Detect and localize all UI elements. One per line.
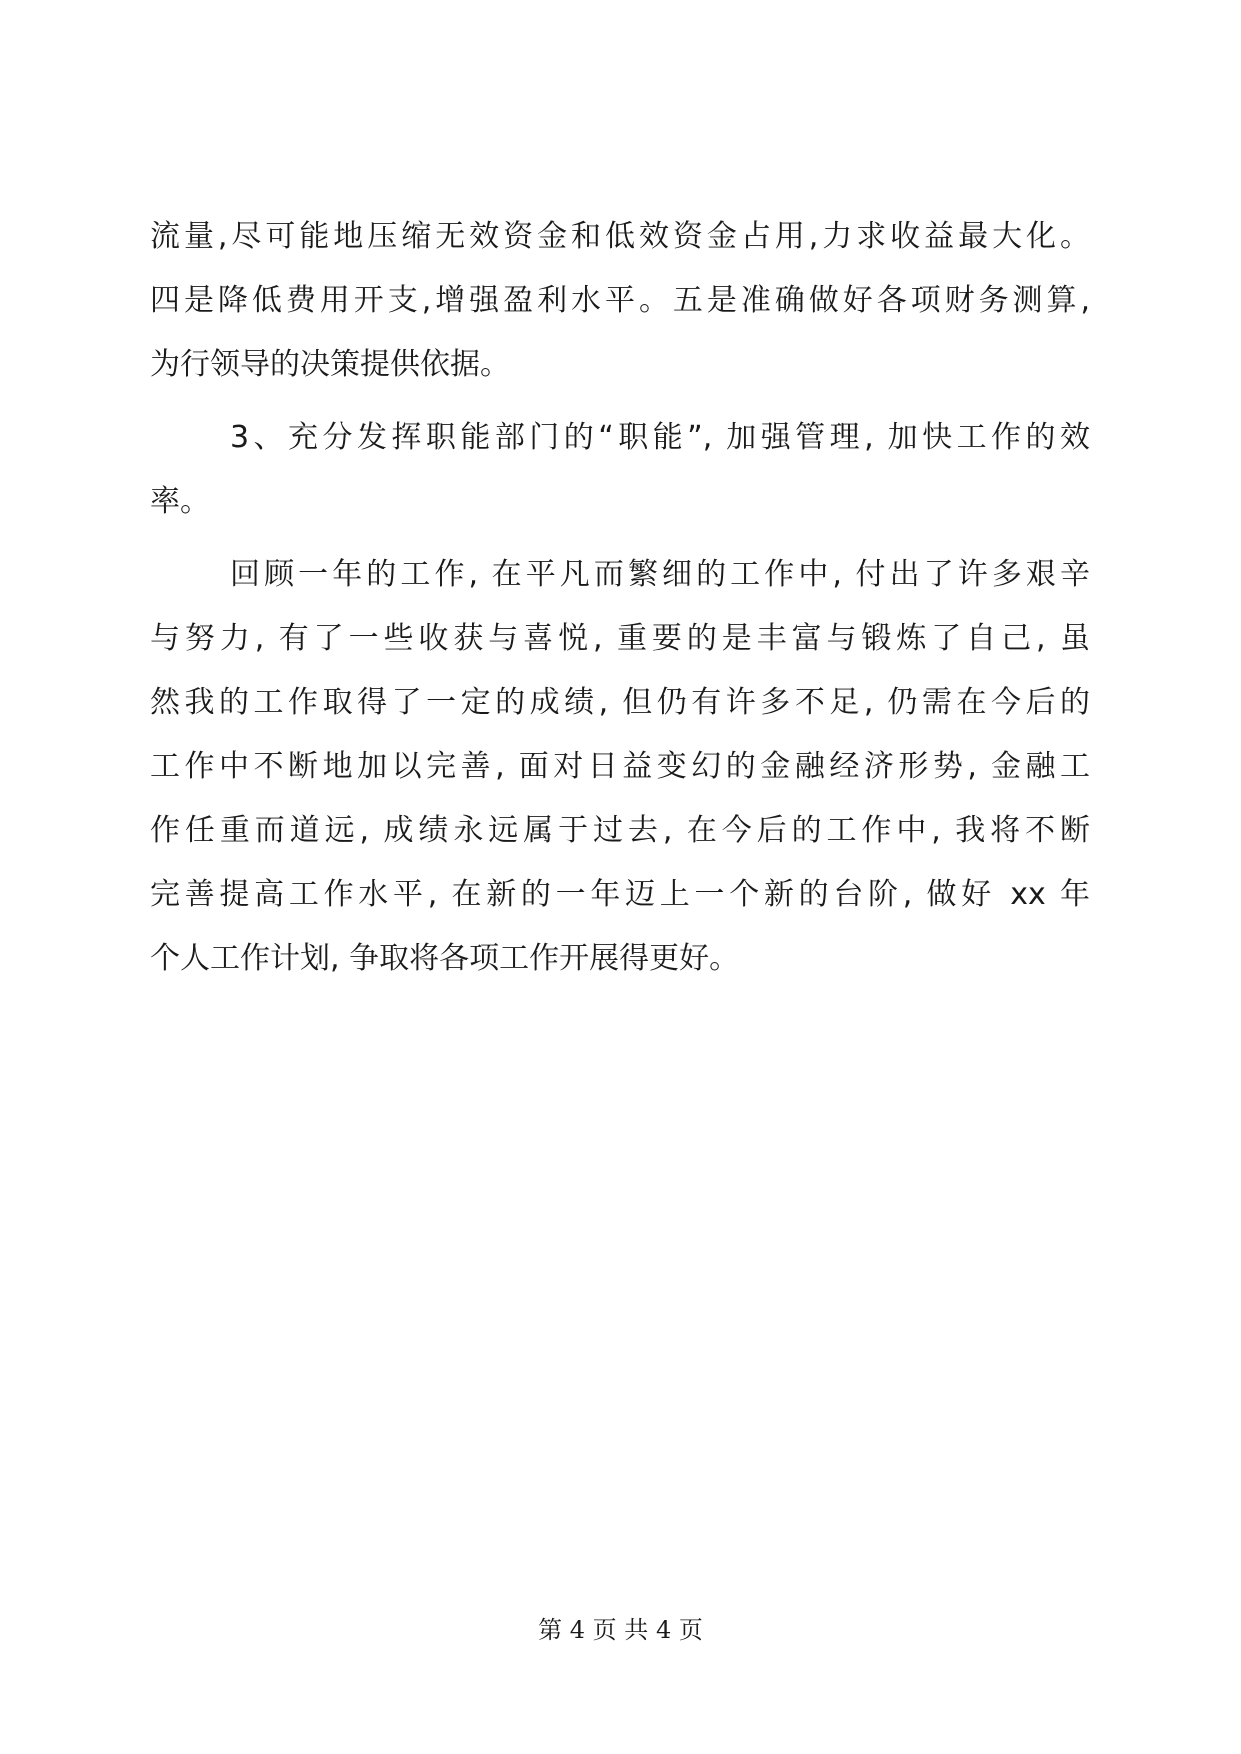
text-line: 率。: [150, 484, 210, 519]
text-line: 工作中不断地加以完善, 面对日益变幻的金融经济形势, 金融工: [150, 749, 1090, 784]
text-line: 四是降低费用开支,增强盈利水平。五是准确做好各项财务测算,: [150, 283, 1090, 318]
text-line: 回顾一年的工作, 在平凡而繁细的工作中, 付出了许多艰辛: [230, 557, 1090, 592]
text-line: 与努力, 有了一些收获与喜悦, 重要的是丰富与锻炼了自己, 虽: [150, 621, 1090, 656]
text-line: 流量,尽可能地压缩无效资金和低效资金占用,力求收益最大化。: [150, 219, 1090, 254]
paragraph-1: [150, 205, 1090, 397]
text-line: 个人工作计划, 争取将各项工作开展得更好。: [150, 941, 740, 976]
text-line: 然我的工作取得了一定的成绩, 但仍有许多不足, 仍需在今后的: [150, 685, 1090, 720]
page-number-footer: 第 4 页 共 4 页: [538, 1616, 703, 1644]
text-line: 3、充分发挥职能部门的“职能”, 加强管理, 加快工作的效: [230, 420, 1090, 455]
text-line: 为行领导的决策提供依据。: [150, 347, 510, 382]
text-line: 作任重而道远, 成绩永远属于过去, 在今后的工作中, 我将不断: [150, 813, 1090, 848]
paragraph-2: [150, 406, 1090, 534]
paragraph-3: [150, 543, 1090, 991]
document-body: [150, 205, 1090, 991]
text-line: 完善提高工作水平, 在新的一年迈上一个新的台阶, 做好 xx 年: [150, 877, 1090, 912]
